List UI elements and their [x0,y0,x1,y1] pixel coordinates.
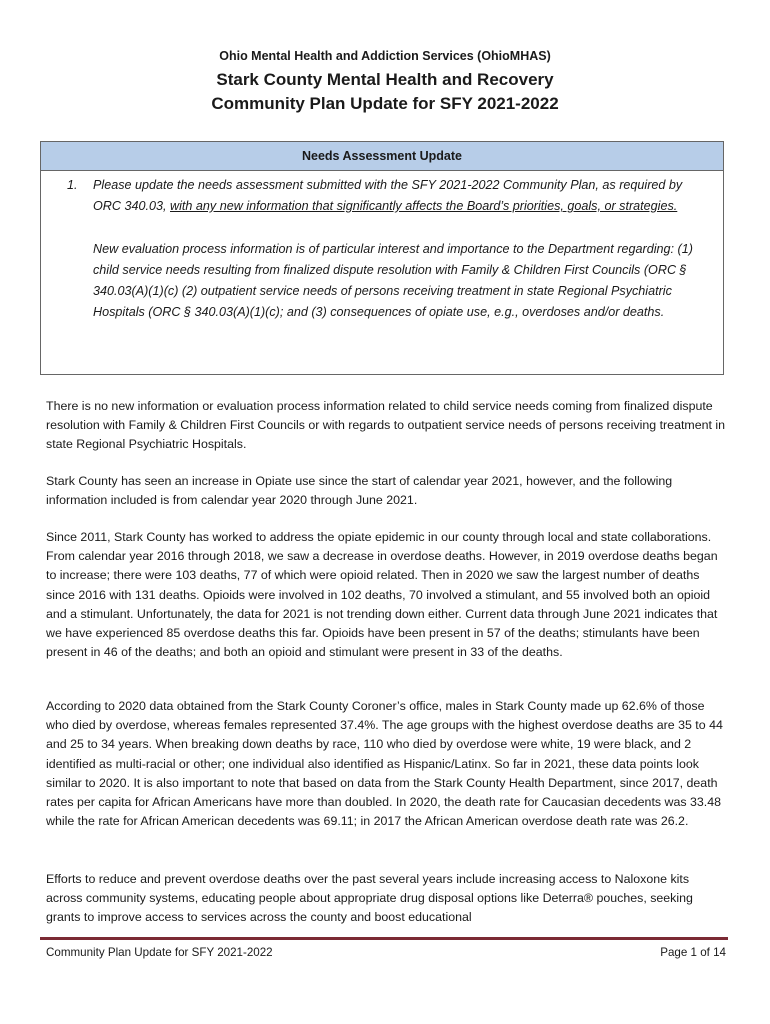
agency-name: Ohio Mental Health and Addiction Services (OhioMHAS) [219,49,551,63]
item-number: 1. [67,178,78,192]
footer-page-number: Page 1 of 14 [660,946,726,959]
needs-assessment-box [40,141,724,375]
needs-assessment-body [41,171,723,323]
needs-assessment-heading: Needs Assessment Update [41,142,723,171]
item-question-emphasis: with any new information that significantly affects the Board’s priorities, goals, or strategies. [170,199,678,213]
paragraph-opiate-increase: Stark County has seen an increase in Opiate use since the start of calendar year 2021, however, and the following information included is from calendar year 2020 through June 2021. [46,474,673,508]
paragraph-prevention-efforts: Efforts to reduce and prevent overdose deaths over the past several years include increasing access to Naloxone kits across community systems, educating people about appropriate drug disposal options like Deterra® pouches, seeking grants to improve access to services across the county and boost educational [46,872,693,925]
document-title-line-2: Community Plan Update for SFY 2021-2022 [211,94,559,113]
item-question-text: Please update the needs assessment submitted with the SFY 2021-2022 Community Plan, as required by ORC 340.03, [93,178,683,213]
paragraph-child-service-needs: There is no new information or evaluation process information related to child service needs coming from finalized dispute resolution with Family & Children First Councils or with regards to outpatient service needs of persons receiving treatment in state Regional Psychiatric Hospitals. [46,399,726,452]
item-question [93,175,707,217]
paragraph-overdose-trends: Since 2011, Stark County has worked to address the opiate epidemic in our county through local and state collaborations. From calendar year 2016 through 2018, we saw a decrease in overdose deaths. However, in 2019 overdose deaths began to increase; there were 103 deaths, 77 of which were opioid related. Then in 2020 we saw the largest number of deaths since 2016 with 131 deaths. Opioids were involved in 102 deaths, 70 involved a stimulant, and 55 involved both an opioid and a stimulant. Unfortunately, the data for 2021 is not trending down either. Current data through June 2021 indicates that we have experienced 85 overdose deaths this far. Opioids have been present in 57 of the deaths; stimulants have been present in 46 of the deaths; and both an opioid and stimulant were present in 33 of the deaths. [46,530,718,660]
document-title-line-1: Stark County Mental Health and Recovery [216,70,554,89]
footer-divider [40,937,728,940]
item-note: New evaluation process information is of particular interest and importance to the Department regarding: (1) child service needs resulting from finalized dispute resolution with Family & Children First Councils (ORC § 340.03(A)(1)(c) (2) outpatient service needs of persons receiving treatment in state Regional Psychiatric Hospitals (ORC § 340.03(A)(1)(c); and (3) consequences of opiate use, e.g., overdoses and/or deaths. [93,242,693,319]
paragraph-demographics: According to 2020 data obtained from the Stark County Coroner’s office, males in Stark County made up 62.6% of those who died by overdose, whereas females represented 37.4%. The age groups with the highest overdose deaths are 35 to 44 and 25 to 34 years. When breaking down deaths by race, 110 who died by overdose were white, 19 were black, and 2 identified as multi-racial or other; one individual also identified as Hispanic/Latinx. So far in 2021, these data points look similar to 2020. It is also important to note that based on data from the Stark County Health Department, since 2017, death rates per capita for African Americans have more than doubled. In 2020, the death rate for Caucasian decedents was 33.48 while the rate for African American decedents was 69.11; in 2017 the African American overdose death rate was 26.2. [46,699,723,829]
footer-document-title: Community Plan Update for SFY 2021-2022 [46,946,273,959]
